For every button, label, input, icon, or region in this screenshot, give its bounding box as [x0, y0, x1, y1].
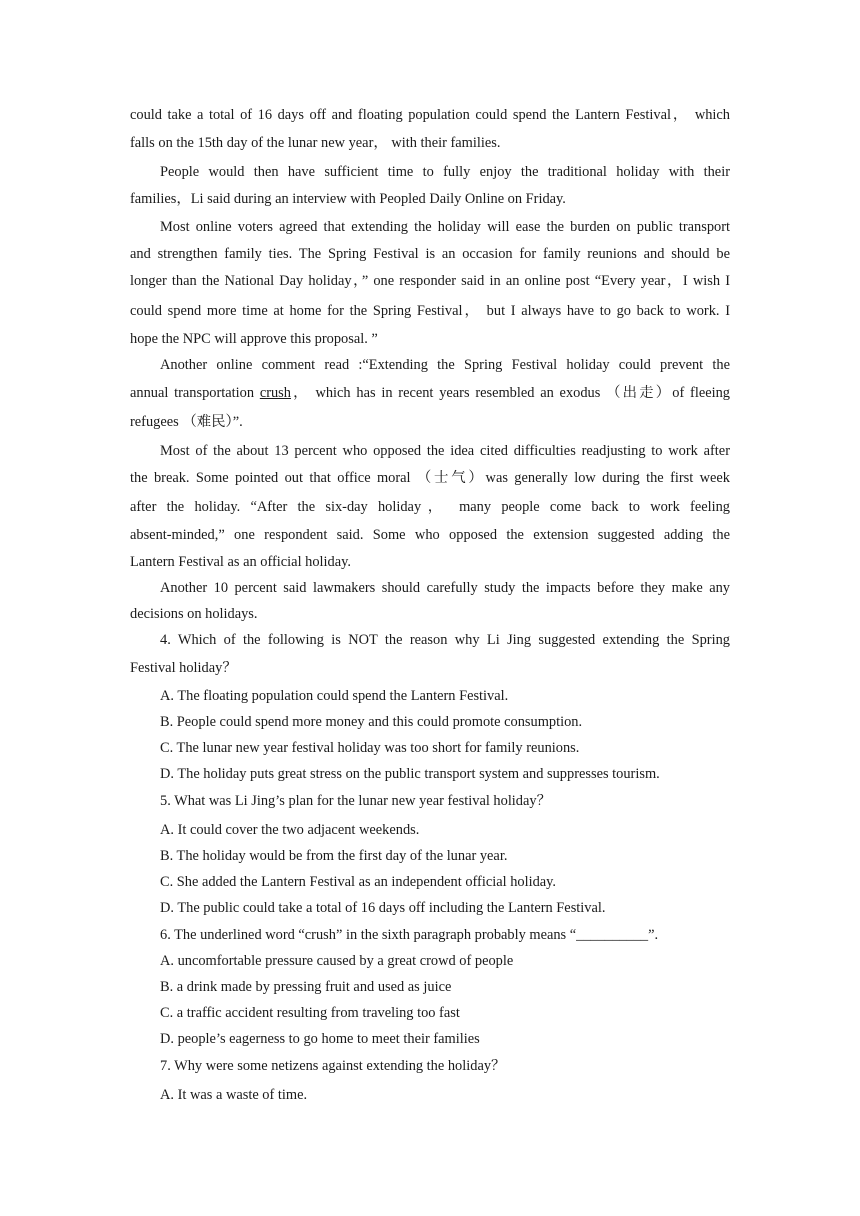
paragraph-line: decisions on holidays. [130, 606, 258, 622]
option-c: C. a traffic accident resulting from traveling too fast [160, 1005, 460, 1021]
paragraph-line: falls on the 15th day of the lunar new year， with their families. [130, 135, 501, 151]
paragraph-line: absent-minded,” one respondent said. Some who opposed the extension suggested adding the [130, 527, 730, 543]
question-7: 7. Why were some netizens against extending the holiday？ [160, 1058, 506, 1074]
option-d: D. The holiday puts great stress on the public transport system and suppresses tourism. [160, 766, 660, 782]
paragraph-line: Most of the about 13 percent who opposed the idea cited difficulties readjusting to work after [160, 443, 730, 459]
option-a: A. uncomfortable pressure caused by a great crowd of people [160, 953, 514, 969]
paragraph-line: refugees （难民）”. [130, 414, 243, 430]
question-6: 6. The underlined word “crush” in the sixth paragraph probably means “__________”. [160, 927, 659, 943]
line-text: annual transportation [130, 385, 260, 401]
question-4-cont: Festival holiday？ [130, 660, 237, 676]
option-a: A. The floating population could spend the Lantern Festival. [160, 688, 509, 704]
paragraph-line: and strengthen family ties. The Spring Festival is an occasion for family reunions and should be [130, 246, 730, 262]
option-b: B. People could spend more money and this could promote consumption. [160, 714, 583, 730]
question-4: 4. Which of the following is NOT the reason why Li Jing suggested extending the Spring [160, 632, 730, 648]
paragraph-line: Most online voters agreed that extending the holiday will ease the burden on public transport [160, 219, 730, 235]
paragraph-line: families，Li said during an interview with Peopled Daily Online on Friday. [130, 191, 566, 207]
underlined-word-crush: crush [259, 385, 291, 401]
paragraph-line: Lantern Festival as an official holiday. [130, 554, 351, 570]
option-a: A. It could cover the two adjacent weekends. [160, 822, 420, 838]
option-b: B. a drink made by pressing fruit and used as juice [160, 979, 452, 995]
question-5: 5. What was Li Jing’s plan for the lunar new year festival holiday？ [160, 793, 551, 809]
paragraph-line: could spend more time at home for the Spring Festival， but I always have to go back to work. I [130, 303, 730, 319]
option-d: D. The public could take a total of 16 days off including the Lantern Festival. [160, 900, 606, 916]
paragraph-line: hope the NPC will approve this proposal. ” [130, 331, 378, 347]
paragraph-line: longer than the National Day holiday，” one responder said in an online post “Every year，I wish I [130, 273, 730, 289]
option-a: A. It was a waste of time. [160, 1087, 308, 1103]
option-d: D. people’s eagerness to go home to meet their families [160, 1031, 480, 1047]
paragraph-line [130, 384, 730, 402]
paragraph-line: Another online comment read :“Extending the Spring Festival holiday could prevent the [160, 357, 730, 373]
paragraph-line: after the holiday. “After the six-day holiday， many people come back to work feeling [130, 499, 730, 515]
paragraph-line: People would then have sufficient time to fully enjoy the traditional holiday with their [160, 164, 730, 180]
option-b: B. The holiday would be from the first day of the lunar year. [160, 848, 508, 864]
paragraph-line: Another 10 percent said lawmakers should carefully study the impacts before they make any [160, 580, 730, 596]
paragraph-line: could take a total of 16 days off and floating population could spend the Lantern Festival， which [130, 107, 730, 123]
option-c: C. The lunar new year festival holiday was too short for family reunions. [160, 740, 580, 756]
line-text: ， which has in recent years resembled an exodus （出走）of fleeing [290, 385, 730, 401]
paragraph-line: the break. Some pointed out that office moral （士气）was generally low during the first week [130, 470, 730, 486]
option-c: C. She added the Lantern Festival as an independent official holiday. [160, 874, 557, 890]
